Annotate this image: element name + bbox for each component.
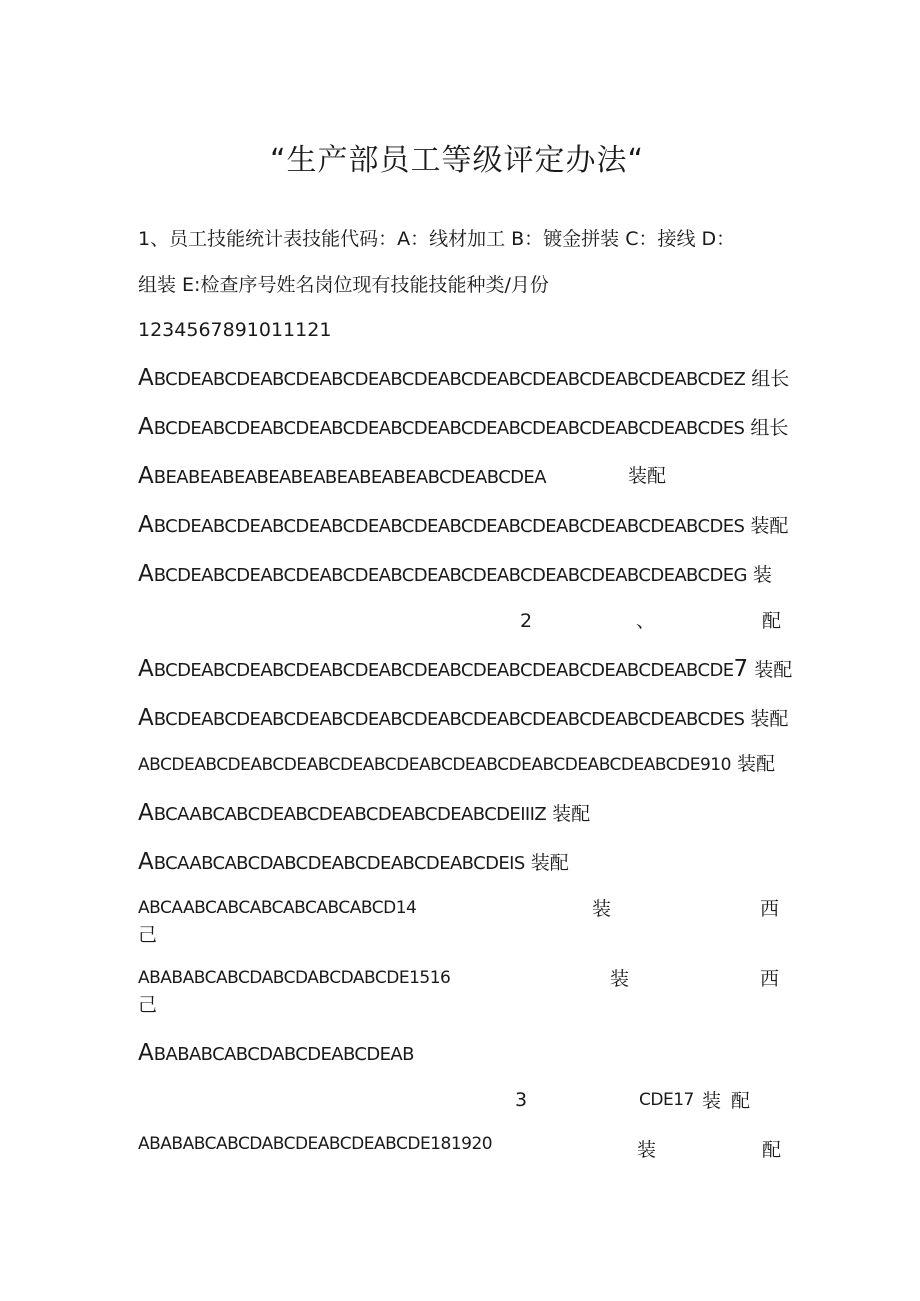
row-code: BCDEABCDEABCDEABCDEABCDEABCDEABCDEABCDEABCDEABCDEG: [153, 565, 747, 586]
row-code: ABABABCABCDABCDEABCDEABCDE181920: [138, 1134, 493, 1154]
row-number: 3: [515, 1089, 528, 1111]
row-label: 装: [637, 1139, 657, 1161]
row-lead: A: [138, 849, 154, 875]
intro-line-1: 1、员工技能统计表技能代码：A：线材加工 B：镀金拼装 C：接线 D：: [138, 228, 736, 250]
row-lead: A: [138, 1040, 154, 1066]
row-label: 装: [752, 564, 772, 586]
row-label: 装: [610, 968, 630, 990]
row-code: BCAABCABCDABCDEABCDEABCDEABCDEIS: [153, 853, 525, 874]
table-row: [138, 851, 569, 874]
row-lead: A: [138, 705, 154, 731]
row-lead: A: [138, 365, 154, 391]
table-row: [138, 416, 788, 439]
intro-line-3: 1234567891011121: [138, 319, 332, 341]
row-lead: A: [138, 800, 154, 826]
row-label: 西: [760, 898, 780, 920]
row-label: 装配: [750, 708, 789, 730]
row-code: BCDEABCDEABCDEABCDEABCDEABCDEABCDEABCDEABCDEABCDES: [153, 709, 745, 730]
row-label: 装配: [628, 465, 667, 487]
row-code: BCDEABCDEABCDEABCDEABCDEABCDEABCDEABCDEABCDEABCDE: [153, 660, 734, 681]
row-number: 2: [520, 610, 533, 632]
row-label: 西: [760, 968, 780, 990]
row-code: BCDEABCDEABCDEABCDEABCDEABCDEABCDEABCDEABCDEABCDES: [153, 418, 745, 439]
table-row: [138, 1042, 414, 1065]
row-label: 配: [731, 1090, 751, 1112]
row-label: 配: [762, 1139, 782, 1161]
row-code: ABCAABCABCABCABCABCABCD14: [138, 898, 417, 918]
row-code: ABABABCABCDABCDABCDABCDE1516: [138, 968, 451, 988]
row-mark: 、: [636, 610, 656, 632]
row-code: BCDEABCDEABCDEABCDEABCDEABCDEABCDEABCDEABCDEABCDES: [153, 516, 745, 537]
table-row: [138, 802, 590, 825]
row-code: BCAABCABCDEABCDEABCDEABCDEABCDEIIIZ: [153, 804, 547, 825]
row-label: 己: [138, 994, 158, 1016]
row-label: 装配: [530, 852, 569, 874]
table-row: [138, 563, 772, 586]
row-code: BCDEABCDEABCDEABCDEABCDEABCDEABCDEABCDEABCDEABCDEZ: [153, 369, 746, 390]
row-label: 装配: [552, 803, 591, 825]
page-title: “生产部员工等级评定办法“: [270, 143, 645, 178]
row-label: 装配: [750, 515, 789, 537]
table-row: [138, 658, 792, 681]
row-number: 7: [733, 656, 749, 682]
table-row: [138, 367, 789, 390]
row-label: 装配: [736, 753, 775, 775]
table-row: [138, 755, 775, 774]
row-label: 组长: [750, 417, 789, 439]
row-lead: A: [138, 463, 154, 489]
table-row: [138, 465, 546, 488]
row-code: BABABCABCDABCDEABCDEAB: [153, 1044, 414, 1065]
row-label: 装: [592, 898, 612, 920]
row-label: 组长: [751, 368, 790, 390]
row-code: BEABEABEABEABEABEABEABEABCDEABCDEA: [153, 467, 546, 488]
row-lead: A: [138, 512, 154, 538]
row-label: 装: [702, 1090, 722, 1112]
row-label: 配: [762, 610, 782, 632]
row-code: ABCDEABCDEABCDEABCDEABCDEABCDEABCDEABCDEABCDEABCDE910: [138, 755, 731, 775]
row-label: 装配: [754, 659, 793, 681]
table-row: [138, 514, 788, 537]
row-lead: A: [138, 414, 154, 440]
row-lead: A: [138, 656, 154, 682]
intro-line-2: 组装 E:检查序号姓名岗位现有技能技能种类/月份: [138, 274, 549, 296]
table-row: [138, 707, 788, 730]
row-code: CDE17: [639, 1090, 694, 1110]
row-label: 己: [138, 924, 158, 946]
row-lead: A: [138, 561, 154, 587]
